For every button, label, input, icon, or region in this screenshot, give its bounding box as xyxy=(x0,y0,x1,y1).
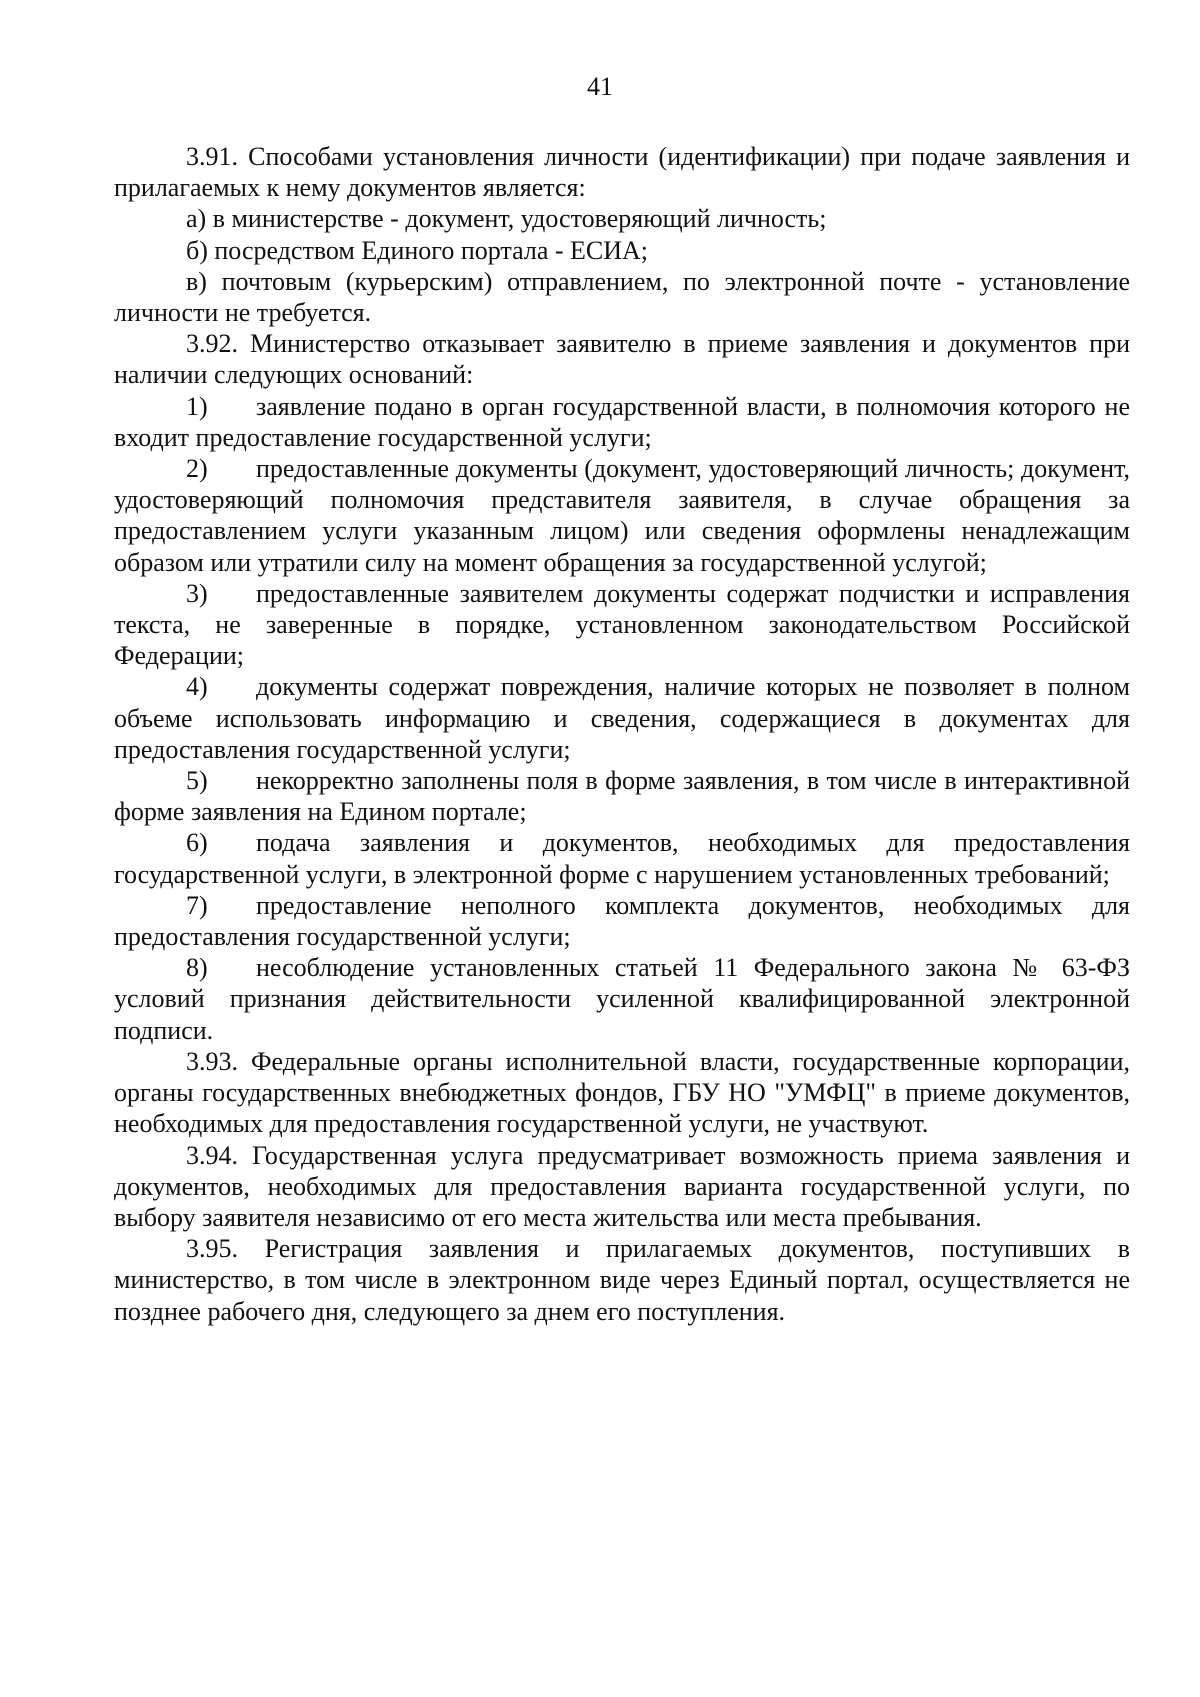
paragraph-3-93: 3.93. Федеральные органы исполнительной власти, государственные корпорации, органы государственных внебюджетных фондов, ГБУ НО "УМФЦ" в приеме документов, необходимых для предоставления государственной услуги, не участвуют. xyxy=(114,1046,1130,1139)
list-item-text: предоставленные документы (документ, удостоверяющий личность; документ, удостоверяющий полномочия представителя заявителя, в случае обращения за предоставлением услуги указанным лицом) или сведения оформлены ненадлежащим образом или утратили силу на момент обращения за государственной услугой; xyxy=(114,454,1130,577)
list-item-number: 1) xyxy=(186,391,208,421)
list-item xyxy=(114,578,1130,672)
list-item-number: 7) xyxy=(186,890,208,920)
list-item-text: предоставленные заявителем документы содержат подчистки и исправления текста, не заверенные в порядке, установленном законодательством Российской Федерации; xyxy=(114,578,1130,671)
list-item-number: 2) xyxy=(186,454,208,484)
list-item-text: заявление подано в орган государственной власти, в полномочия которого не входит предоставление государственной услуги; xyxy=(114,391,1130,452)
list-item-number: 6) xyxy=(186,828,208,858)
paragraph-3-91-b: б) посредством Единого портала - ЕСИА; xyxy=(186,235,649,265)
paragraph-3-95: 3.95. Регистрация заявления и прилагаемых документов, поступивших в министерство, в том числе в электронном виде через Единый портал, осуществляется не позднее рабочего дня, следующего за днем его поступления. xyxy=(114,1234,1130,1326)
list-item-number: 5) xyxy=(186,766,208,796)
list-item xyxy=(114,391,1130,453)
list-item xyxy=(114,890,1130,952)
list-item-text: некорректно заполнены поля в форме заявления, в том числе в интерактивной форме заявления на Едином портале; xyxy=(114,766,1130,827)
list-item xyxy=(114,827,1130,889)
refusal-grounds-list xyxy=(114,391,1130,1046)
page-number: 41 xyxy=(587,72,613,101)
list-item xyxy=(114,453,1130,578)
list-item-text: несоблюдение установленных статьей 11 Федерального закона № 63-ФЗ условий признания действительности усиленной квалифицированной электронной подписи. xyxy=(114,953,1130,1045)
list-item-text: подача заявления и документов, необходимых для предоставления государственной услуги, в электронной форме с нарушением установленных требований; xyxy=(114,828,1130,889)
list-item-number: 8) xyxy=(186,953,208,983)
list-item-number: 3) xyxy=(186,578,208,608)
list-item xyxy=(114,671,1130,765)
list-item xyxy=(114,952,1130,1046)
paragraph-3-91-a: а) в министерстве - документ, удостоверяющий личность; xyxy=(186,204,827,234)
list-item xyxy=(114,765,1130,827)
paragraph-3-91: 3.91. Способами установления личности (идентификации) при подаче заявления и прилагаемых к нему документов является: xyxy=(114,142,1130,203)
list-item-text: предоставление неполного комплекта документов, необходимых для предоставления государственной услуги; xyxy=(114,890,1130,952)
paragraph-3-91-c: в) почтовым (курьерским) отправлением, по электронной почте - установление личности не требуется. xyxy=(114,266,1130,328)
document-body xyxy=(114,141,1130,1327)
list-item-number: 4) xyxy=(186,672,208,702)
paragraph-3-94: 3.94. Государственная услуга предусматривает возможность приема заявления и документов, необходимых для предоставления варианта государственной услуги, по выбору заявителя независимо от его места жительства или места пребывания. xyxy=(114,1140,1130,1232)
list-item-text: документы содержат повреждения, наличие которых не позволяет в полном объеме использовать информацию и сведения, содержащиеся в документах для предоставления государственной услуги; xyxy=(114,672,1130,764)
paragraph-3-92: 3.92. Министерство отказывает заявителю в приеме заявления и документов при наличии следующих оснований: xyxy=(114,329,1130,390)
